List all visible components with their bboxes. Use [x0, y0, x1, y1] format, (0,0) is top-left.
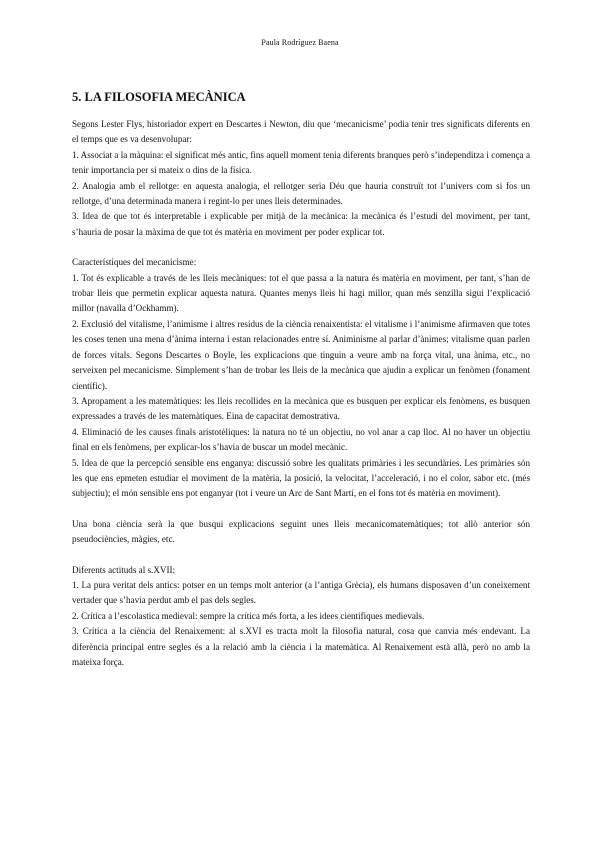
- good-science-paragraph: Una bona ciència serà la que busqui explicacions seguint unes lleis mecanicomatemàtiques; tot allò anterior són pseudociències, màgies, etc.: [72, 518, 530, 545]
- characteristic-item-5: 5. Idea de que la percepció sensible ens enganya: discussió sobre les qualitats primàries i les secundàries. Les primàries són les que ens epmeten estudiar el moviment de la matèria, la posició, la velocitat, l’acceleració, i no el color, sabor etc. (més subjectiu); el món sensible ens pot enganyar (tot i veure un Arc de Sant Martí, en el fons tot és matèria en moviment).: [72, 457, 530, 499]
- page-header-author: Paula Rodríguez Baena: [261, 38, 339, 47]
- attitude-item-1: 1. La pura veritat dels antics: potser en un temps molt anterior (a l’antiga Grècia), els humans disposaven d’un coneixement vertader que s’havia perdut amb el pas dels segles.: [72, 579, 530, 606]
- attitude-item-2: 2. Crítica a l’escolastica medieval: sempre la crítica més forta, a les idees cientifiques medievals.: [72, 610, 425, 621]
- meaning-item-1: 1. Associat a la màquina: el significat més antic, fins aquell moment tenia diferents branques però s’independitza i comença a tenir importancia per sí mateix o dins de la física.: [72, 149, 530, 176]
- characteristic-item-2: 2. Exclusió del vitalisme, l’animisme i altres residus de la ciència renaixentista: el vitalisme i l’animisme afirmaven que totes les coses tenen una mena d’ànima interna i estan relacionades entre sí. Animinisme al parlar d’ànimes; vitalisme quan parlen de forces vitals. Segons Descartes o Boyle, les explicacions que tinguin a veure amb na força vital, una ànima, etc., no serveixen pel mecanicisme. Simplement s’han de trobar les lleis de la mecànica que ajudin a explicar un fenòmen (fonament científic).: [72, 318, 530, 391]
- characteristic-item-4: 4. Eliminació de les causes finals aristotèliques: la natura no té un objectiu, no vol anar a cap lloc. Al no haver un objectiu final en els fenòmens, per explicar-los s’havia de buscar un model mecànic.: [72, 426, 530, 453]
- meaning-item-2: 2. Analogia amb el rellotge: en aquesta analogia, el rellotger seria Déu que hauria construït tot l’univers com si fos un rellotge, d’una determinada manera i regint-lo per unes lleis determinades.: [72, 180, 530, 207]
- section-title: 5. LA FILOSOFIA MECÀNICA: [72, 90, 246, 104]
- characteristic-item-3: 3. Apropament a les matemàtiques: les lleis recollides en la mecànica que es busquen per explicar els fenòmens, es busquen expressades a través de les matemàtiques. Eina de capacitat demostrativa.: [72, 395, 530, 422]
- meaning-item-3: 3. Idea de que tot és interpretable i explicable per mitjà de la mecànica: la mecànica és l’estudi del moviment, per tant, s’hauria de posar la màxima de que tot és matèria en moviment per poder explicar tot.: [72, 211, 530, 237]
- characteristics-heading: Característiques del mecanicisme:: [72, 257, 197, 268]
- document-body: [72, 90, 530, 670]
- attitudes-heading: Diferents actituds al s.XVII:: [72, 564, 176, 575]
- intro-paragraph: Segons Lester Flys, historiador expert en Descartes i Newton, diu que ‘mecanicisme’ podia tenir tres significats diferents en el temps que es va desenvolupar:: [72, 119, 530, 145]
- attitude-item-3: 3. Crítica a la ciència del Renaixement: al s.XVI es tracta molt la filosofia natural, cosa que canvia més endevant. La diferència principal entre segles és a la relació amb la ciència i la matemàtica. Al Renaixement està allà, però no amb la mateixa força.: [72, 626, 530, 667]
- characteristic-item-1: 1. Tot és explicable a través de les lleis mecàniques: tot el que passa a la natura és matèria en moviment, per tant, s’han de trobar lleis que permetin explicar aquesta natura. Quantes menys lleis hi hagi millor, quan més senzilla sigui l’explicació millor (navalla d’Ockhamm).: [72, 272, 530, 314]
